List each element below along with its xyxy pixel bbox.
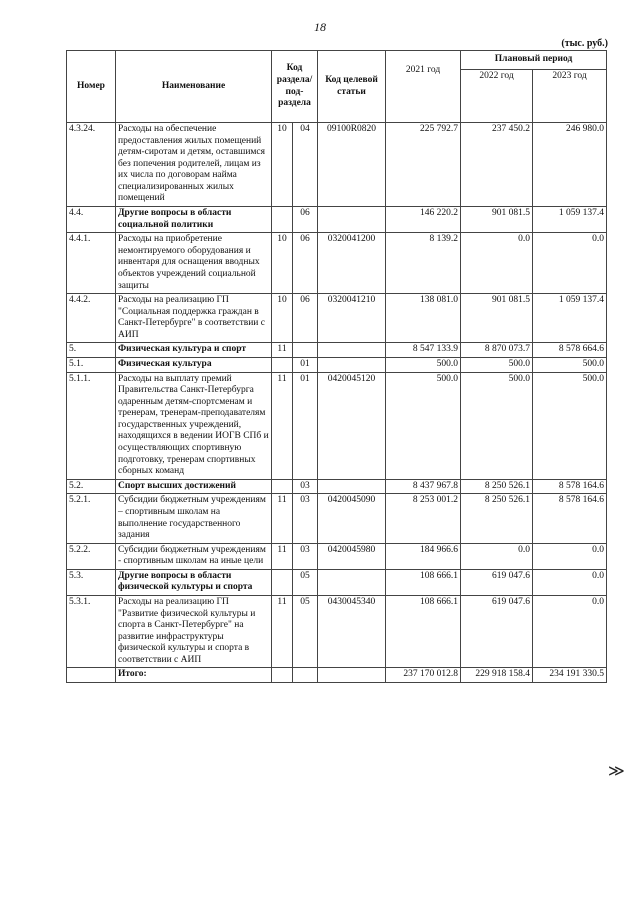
row-2023: 246 980.0 bbox=[533, 123, 607, 207]
total-target-code bbox=[318, 668, 386, 683]
row-target-code: 0420045090 bbox=[318, 494, 386, 543]
total-label: Итого: bbox=[116, 668, 272, 683]
row-subsection: 01 bbox=[293, 372, 318, 479]
budget-table bbox=[66, 50, 607, 683]
row-2021: 8 437 967.8 bbox=[386, 479, 461, 494]
row-2022: 8 250 526.1 bbox=[461, 494, 533, 543]
row-target-code: 09100R0820 bbox=[318, 123, 386, 207]
total-2023: 234 191 330.5 bbox=[533, 668, 607, 683]
row-2023: 500.0 bbox=[533, 357, 607, 372]
row-name: Расходы на обеспечение предоставления жилых помещений детям-сиротам и детям, оставшимся без попечения родителей, лицам из их числа по договорам найма специализированных жилых помещений bbox=[116, 123, 272, 207]
row-section: 11 bbox=[272, 372, 293, 479]
header-target-code: Код целевой статьи bbox=[318, 51, 386, 123]
units-label: (тыс. руб.) bbox=[561, 38, 608, 49]
row-2021: 8 139.2 bbox=[386, 233, 461, 294]
header-planned-period: Плановый период bbox=[461, 51, 607, 70]
row-section: 11 bbox=[272, 343, 293, 358]
row-2023: 1 059 137.4 bbox=[533, 294, 607, 343]
row-name: Другие вопросы в области физической культуры и спорта bbox=[116, 569, 272, 595]
table-row bbox=[67, 543, 607, 569]
row-section: 11 bbox=[272, 595, 293, 667]
continuation-arrow-icon: ≫ bbox=[608, 763, 625, 780]
row-2021: 500.0 bbox=[386, 372, 461, 479]
row-number: 4.4.2. bbox=[67, 294, 116, 343]
table-row bbox=[67, 569, 607, 595]
header-row-1 bbox=[67, 51, 607, 70]
table-row bbox=[67, 233, 607, 294]
row-section: 11 bbox=[272, 543, 293, 569]
row-2023: 0.0 bbox=[533, 543, 607, 569]
table-row bbox=[67, 123, 607, 207]
row-2023: 8 578 164.6 bbox=[533, 479, 607, 494]
row-2022: 8 250 526.1 bbox=[461, 479, 533, 494]
row-target-code: 0320041210 bbox=[318, 294, 386, 343]
total-subsection bbox=[293, 668, 318, 683]
row-name: Другие вопросы в области социальной политики bbox=[116, 207, 272, 233]
row-2021: 8 547 133.9 bbox=[386, 343, 461, 358]
header-number: Номер bbox=[67, 51, 116, 123]
row-section bbox=[272, 357, 293, 372]
row-number: 5.2.2. bbox=[67, 543, 116, 569]
table-row bbox=[67, 372, 607, 479]
row-number: 5.3. bbox=[67, 569, 116, 595]
table-row bbox=[67, 343, 607, 358]
row-subsection: 03 bbox=[293, 543, 318, 569]
row-2023: 0.0 bbox=[533, 569, 607, 595]
row-section bbox=[272, 569, 293, 595]
table-row bbox=[67, 494, 607, 543]
row-number: 4.3.24. bbox=[67, 123, 116, 207]
row-2023: 500.0 bbox=[533, 372, 607, 479]
row-subsection: 05 bbox=[293, 595, 318, 667]
table-row bbox=[67, 207, 607, 233]
row-subsection: 04 bbox=[293, 123, 318, 207]
row-2022: 237 450.2 bbox=[461, 123, 533, 207]
row-name: Спорт высших достижений bbox=[116, 479, 272, 494]
row-2021: 184 966.6 bbox=[386, 543, 461, 569]
row-2021: 108 666.1 bbox=[386, 595, 461, 667]
row-target-code bbox=[318, 569, 386, 595]
row-name: Физическая культура и спорт bbox=[116, 343, 272, 358]
table-row bbox=[67, 357, 607, 372]
row-number: 5.3.1. bbox=[67, 595, 116, 667]
row-2023: 0.0 bbox=[533, 595, 607, 667]
row-number: 5.1. bbox=[67, 357, 116, 372]
row-subsection: 03 bbox=[293, 494, 318, 543]
row-section: 10 bbox=[272, 294, 293, 343]
row-2021: 225 792.7 bbox=[386, 123, 461, 207]
row-2022: 619 047.6 bbox=[461, 569, 533, 595]
row-subsection: 06 bbox=[293, 294, 318, 343]
header-name: Наименование bbox=[116, 51, 272, 123]
total-number bbox=[67, 668, 116, 683]
row-section: 11 bbox=[272, 494, 293, 543]
row-2023: 0.0 bbox=[533, 233, 607, 294]
row-2022: 8 870 073.7 bbox=[461, 343, 533, 358]
header-year-2022: 2022 год bbox=[461, 70, 533, 123]
row-2023: 1 059 137.4 bbox=[533, 207, 607, 233]
row-name: Субсидии бюджетным учреждениям – спортивным школам на выполнение государственного задания bbox=[116, 494, 272, 543]
total-2022: 229 918 158.4 bbox=[461, 668, 533, 683]
header-year-2021: 2021 год bbox=[386, 51, 461, 123]
total-2021: 237 170 012.8 bbox=[386, 668, 461, 683]
table-row bbox=[67, 479, 607, 494]
row-name: Расходы на реализацию ГП "Социальная поддержка граждан в Санкт-Петербурге" в соответствии с АИП bbox=[116, 294, 272, 343]
row-2021: 146 220.2 bbox=[386, 207, 461, 233]
row-name: Расходы на реализацию ГП "Развитие физической культуры и спорта в Санкт-Петербурге" на развитие инфраструктуры физической культуры и спорта в соответствии с АИП bbox=[116, 595, 272, 667]
row-target-code bbox=[318, 357, 386, 372]
row-number: 5.1.1. bbox=[67, 372, 116, 479]
row-2021: 138 081.0 bbox=[386, 294, 461, 343]
row-2021: 8 253 001.2 bbox=[386, 494, 461, 543]
row-name: Физическая культура bbox=[116, 357, 272, 372]
table-row bbox=[67, 294, 607, 343]
row-name: Субсидии бюджетным учреждениям - спортивным школам на иные цели bbox=[116, 543, 272, 569]
row-number: 5.2.1. bbox=[67, 494, 116, 543]
total-row bbox=[67, 668, 607, 683]
row-name: Расходы на приобретение немонтируемого оборудования и инвентаря для оснащения вводных объектов учреждений социальной защиты bbox=[116, 233, 272, 294]
row-target-code: 0420045980 bbox=[318, 543, 386, 569]
row-2022: 500.0 bbox=[461, 357, 533, 372]
row-2022: 0.0 bbox=[461, 233, 533, 294]
row-section: 10 bbox=[272, 123, 293, 207]
row-number: 5.2. bbox=[67, 479, 116, 494]
row-target-code bbox=[318, 479, 386, 494]
row-2022: 0.0 bbox=[461, 543, 533, 569]
row-2021: 108 666.1 bbox=[386, 569, 461, 595]
row-target-code: 0430045340 bbox=[318, 595, 386, 667]
row-section bbox=[272, 479, 293, 494]
row-target-code bbox=[318, 343, 386, 358]
table-row bbox=[67, 595, 607, 667]
row-2022: 500.0 bbox=[461, 372, 533, 479]
row-name: Расходы на выплату премий Правительства Санкт-Петербурга одаренным детям-спортсменам и тренерам, тренерам-преподавателям государственных учреждений, находящихся в ведении ИОГВ СПб и осуществляющих спортивную подготовку, тренерам спортивных сборных команд bbox=[116, 372, 272, 479]
row-target-code: 0320041200 bbox=[318, 233, 386, 294]
row-subsection: 06 bbox=[293, 207, 318, 233]
row-subsection: 05 bbox=[293, 569, 318, 595]
row-subsection: 01 bbox=[293, 357, 318, 372]
row-number: 4.4.1. bbox=[67, 233, 116, 294]
header-year-2023: 2023 год bbox=[533, 70, 607, 123]
row-section: 10 bbox=[272, 233, 293, 294]
row-number: 5. bbox=[67, 343, 116, 358]
row-subsection: 03 bbox=[293, 479, 318, 494]
header-section-code: Код раздела/ под-раздела bbox=[272, 51, 318, 123]
row-target-code: 0420045120 bbox=[318, 372, 386, 479]
row-2022: 619 047.6 bbox=[461, 595, 533, 667]
row-2022: 901 081.5 bbox=[461, 207, 533, 233]
row-2023: 8 578 164.6 bbox=[533, 494, 607, 543]
row-2023: 8 578 664.6 bbox=[533, 343, 607, 358]
row-2021: 500.0 bbox=[386, 357, 461, 372]
row-target-code bbox=[318, 207, 386, 233]
row-section bbox=[272, 207, 293, 233]
row-subsection: 06 bbox=[293, 233, 318, 294]
row-2022: 901 081.5 bbox=[461, 294, 533, 343]
page-number: 18 bbox=[314, 20, 326, 34]
row-subsection bbox=[293, 343, 318, 358]
row-number: 4.4. bbox=[67, 207, 116, 233]
total-section bbox=[272, 668, 293, 683]
